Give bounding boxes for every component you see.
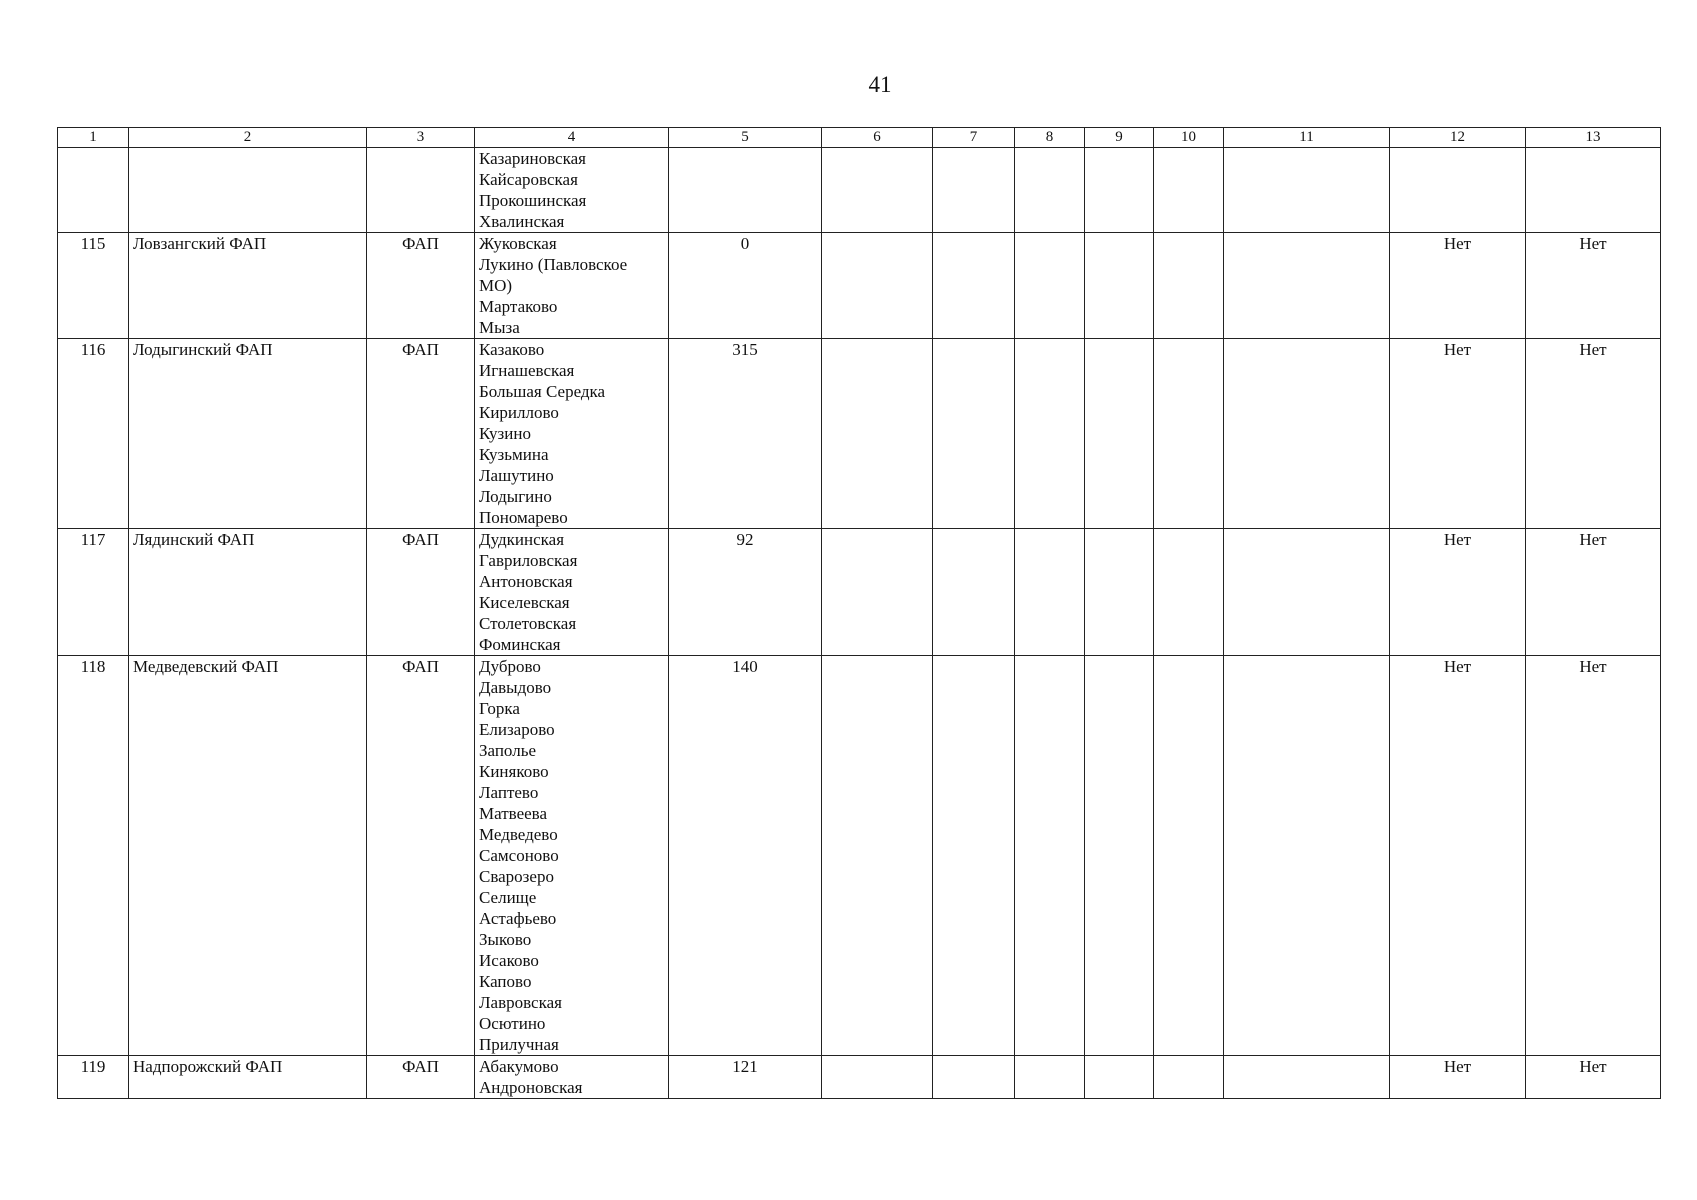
col-13-cell: Нет [1526, 233, 1661, 339]
village-name: Матвеева [479, 804, 548, 823]
village-name: Игнашевская [479, 361, 575, 380]
village-name: Киселевская [479, 593, 570, 612]
table-row [58, 339, 1661, 529]
column-header: 6 [822, 128, 933, 148]
col-13-cell: Нет [1526, 1056, 1661, 1099]
empty-cell-col-9 [1085, 1056, 1154, 1099]
village-name: Самсоново [479, 846, 559, 865]
column-header: 4 [475, 128, 669, 148]
village-name: Медведево [479, 825, 558, 844]
empty-cell-col-7 [933, 529, 1015, 656]
villages-cell [475, 529, 669, 656]
villages-cell [475, 656, 669, 1056]
village-name: Осютино [479, 1014, 546, 1033]
col-13-cell [1526, 148, 1661, 233]
empty-cell-col-8 [1015, 233, 1085, 339]
facility-name-cell: Медведевский ФАП [129, 656, 367, 1056]
facility-type-cell [367, 148, 475, 233]
facility-name-cell [129, 148, 367, 233]
village-name: Хвалинская [479, 212, 565, 231]
empty-cell-col-10 [1154, 1056, 1224, 1099]
empty-cell-col-9 [1085, 529, 1154, 656]
village-name: Елизарово [479, 720, 555, 739]
village-name: Лукино (Павловское МО) [479, 255, 628, 295]
column-header: 9 [1085, 128, 1154, 148]
table-row [58, 529, 1661, 656]
table-row [58, 1056, 1661, 1099]
villages-cell [475, 339, 669, 529]
column-header: 5 [669, 128, 822, 148]
empty-cell-col-7 [933, 233, 1015, 339]
village-name: Кайсаровская [479, 170, 578, 189]
empty-cell-col-11 [1224, 656, 1390, 1056]
village-name: Гавриловская [479, 551, 578, 570]
column-header: 13 [1526, 128, 1661, 148]
empty-cell-col-9 [1085, 656, 1154, 1056]
row-number-cell: 117 [58, 529, 129, 656]
village-name: Фоминская [479, 635, 561, 654]
facility-name-cell: Лодыгинский ФАП [129, 339, 367, 529]
village-name: Астафьево [479, 909, 557, 928]
village-name: Казариновская [479, 149, 586, 168]
column-header: 3 [367, 128, 475, 148]
col-13-cell: Нет [1526, 339, 1661, 529]
empty-cell-col-7 [933, 1056, 1015, 1099]
empty-cell-col-10 [1154, 656, 1224, 1056]
row-number-cell: 115 [58, 233, 129, 339]
facility-name-cell: Надпорожский ФАП [129, 1056, 367, 1099]
empty-cell-col-6 [822, 529, 933, 656]
village-name: Дудкинская [479, 530, 565, 549]
empty-cell-col-11 [1224, 148, 1390, 233]
col-12-cell: Нет [1390, 529, 1526, 656]
empty-cell-col-8 [1015, 1056, 1085, 1099]
header-row [58, 128, 1661, 148]
village-name: Пономарево [479, 508, 568, 527]
row-number-cell [58, 148, 129, 233]
empty-cell-col-10 [1154, 529, 1224, 656]
facility-type-cell: ФАП [367, 339, 475, 529]
village-name: Дуброво [479, 657, 541, 676]
village-name: Сварозеро [479, 867, 554, 886]
row-number-cell: 118 [58, 656, 129, 1056]
column-header: 10 [1154, 128, 1224, 148]
facility-name-cell: Лядинский ФАП [129, 529, 367, 656]
empty-cell-col-11 [1224, 339, 1390, 529]
empty-cell-col-7 [933, 148, 1015, 233]
village-name: Исаково [479, 951, 539, 970]
empty-cell-col-7 [933, 339, 1015, 529]
village-name: Зыково [479, 930, 532, 949]
col-13-cell: Нет [1526, 529, 1661, 656]
villages-cell [475, 233, 669, 339]
village-name: Лодыгино [479, 487, 552, 506]
village-name: Лаптево [479, 783, 539, 802]
empty-cell-col-11 [1224, 1056, 1390, 1099]
page-number: 41 [868, 72, 892, 97]
population-cell: 0 [669, 233, 822, 339]
village-name: Давыдово [479, 678, 552, 697]
empty-cell-col-8 [1015, 529, 1085, 656]
col-12-cell: Нет [1390, 656, 1526, 1056]
table-row [58, 148, 1661, 233]
population-cell: 315 [669, 339, 822, 529]
village-name: Мыза [479, 318, 520, 337]
village-name: Кузино [479, 424, 531, 443]
facility-name-cell: Ловзангский ФАП [129, 233, 367, 339]
column-header: 12 [1390, 128, 1526, 148]
table-body [58, 148, 1661, 1099]
empty-cell-col-9 [1085, 339, 1154, 529]
empty-cell-col-6 [822, 656, 933, 1056]
empty-cell-col-10 [1154, 339, 1224, 529]
table-row [58, 656, 1661, 1056]
column-header: 7 [933, 128, 1015, 148]
table-row [58, 233, 1661, 339]
column-header: 2 [129, 128, 367, 148]
col-12-cell: Нет [1390, 339, 1526, 529]
empty-cell-col-8 [1015, 148, 1085, 233]
empty-cell-col-11 [1224, 529, 1390, 656]
col-13-cell: Нет [1526, 656, 1661, 1056]
empty-cell-col-10 [1154, 233, 1224, 339]
village-name: Капово [479, 972, 532, 991]
village-name: Селище [479, 888, 537, 907]
village-name: Антоновская [479, 572, 573, 591]
row-number-cell: 116 [58, 339, 129, 529]
village-name: Прилучная [479, 1035, 559, 1054]
column-header: 11 [1224, 128, 1390, 148]
row-number-cell: 119 [58, 1056, 129, 1099]
column-header: 8 [1015, 128, 1085, 148]
empty-cell-col-7 [933, 656, 1015, 1056]
facilities-table [57, 127, 1661, 1099]
village-name: Прокошинская [479, 191, 587, 210]
empty-cell-col-6 [822, 339, 933, 529]
empty-cell-col-6 [822, 148, 933, 233]
population-cell: 140 [669, 656, 822, 1056]
village-name: Кириллово [479, 403, 559, 422]
facility-type-cell: ФАП [367, 233, 475, 339]
village-name: Большая Середка [479, 382, 606, 401]
village-name: Казаково [479, 340, 545, 359]
village-name: Кузьмина [479, 445, 549, 464]
col-12-cell: Нет [1390, 1056, 1526, 1099]
village-name: Абакумово [479, 1057, 559, 1076]
village-name: Киняково [479, 762, 549, 781]
empty-cell-col-6 [822, 233, 933, 339]
population-cell: 121 [669, 1056, 822, 1099]
col-12-cell [1390, 148, 1526, 233]
population-cell [669, 148, 822, 233]
village-name: Жуковская [479, 234, 557, 253]
empty-cell-col-8 [1015, 339, 1085, 529]
population-cell: 92 [669, 529, 822, 656]
col-12-cell: Нет [1390, 233, 1526, 339]
village-name: Андроновская [479, 1078, 583, 1097]
empty-cell-col-8 [1015, 656, 1085, 1056]
village-name: Лашутино [479, 466, 554, 485]
facility-type-cell: ФАП [367, 1056, 475, 1099]
empty-cell-col-9 [1085, 148, 1154, 233]
villages-cell [475, 1056, 669, 1099]
facility-type-cell: ФАП [367, 529, 475, 656]
facility-type-cell: ФАП [367, 656, 475, 1056]
village-name: Заполье [479, 741, 536, 760]
empty-cell-col-6 [822, 1056, 933, 1099]
empty-cell-col-11 [1224, 233, 1390, 339]
village-name: Столетовская [479, 614, 577, 633]
village-name: Лавровская [479, 993, 562, 1012]
village-name: Мартаково [479, 297, 558, 316]
empty-cell-col-10 [1154, 148, 1224, 233]
villages-cell [475, 148, 669, 233]
column-header: 1 [58, 128, 129, 148]
village-name: Горка [479, 699, 520, 718]
empty-cell-col-9 [1085, 233, 1154, 339]
